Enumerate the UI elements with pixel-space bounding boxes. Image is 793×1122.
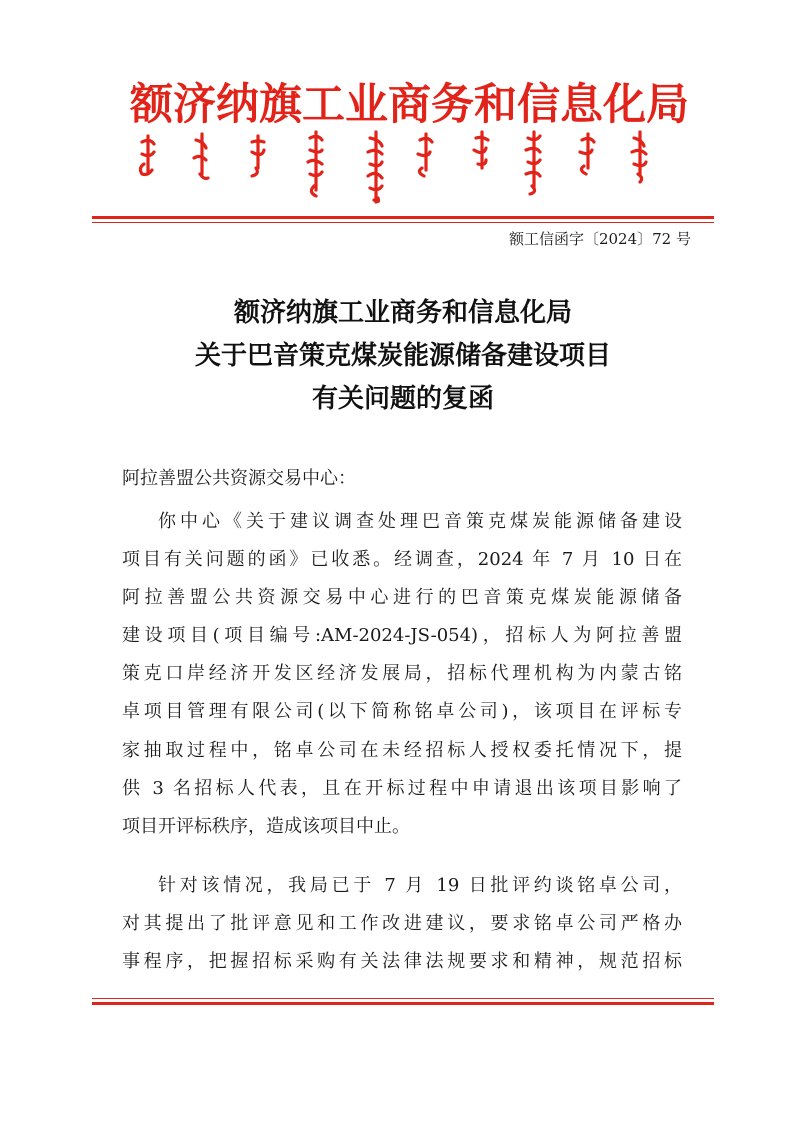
- letterhead-red-rule-thin: [92, 222, 714, 223]
- paragraph-line: 供 3 名招标人代表，且在开标过程中申请退出该项目影响了: [122, 777, 682, 799]
- letterhead-mongolian-script: [130, 128, 670, 208]
- paragraph-line: 家抽取过程中，铭卓公司在未经招标人授权委托情况下，提: [122, 739, 682, 761]
- footer-red-rule-thin: [92, 998, 714, 999]
- body-paragraph-1: [122, 503, 682, 846]
- paragraph-line: 你中心《关于建议调查处理巴音策克煤炭能源储备建设: [158, 511, 682, 532]
- footer-red-rule-thick: [92, 1002, 714, 1005]
- paragraph-line: 建设项目(项目编号:AM-2024-JS-054)，招标人为阿拉善盟: [122, 625, 682, 647]
- mongolian-script-lettering: [130, 128, 670, 208]
- letterhead-red-rule-thick: [92, 216, 714, 219]
- title-line-3: 有关问题的复函: [311, 384, 494, 414]
- paragraph-line: 卓项目管理有限公司(以下简称铭卓公司)，该项目在评标专: [122, 701, 682, 723]
- salutation: 阿拉善盟公共资源交易中心：: [122, 468, 356, 489]
- paragraph-line: 项目有关问题的函》已收悉。经调查，2024 年 7 月 10 日在: [122, 549, 682, 571]
- body-paragraph-2: [122, 867, 682, 981]
- paragraph-line: 事程序，把握招标采购有关法律法规要求和精神，规范招标: [122, 951, 682, 973]
- paragraph-line: 阿拉善盟公共资源交易中心进行的巴音策克煤炭能源储备: [122, 587, 682, 609]
- paragraph-line: 针对该情况，我局已于 7 月 19 日批评约谈铭卓公司，: [158, 875, 682, 896]
- paragraph-line: 项目开评标秩序，造成该项目中止。: [122, 815, 410, 837]
- title-line-2: 关于巴音策克煤炭能源储备建设项目: [194, 341, 611, 371]
- letterhead-org-name: 额济纳旗工业商务和信息化局: [130, 80, 689, 130]
- document-title: [92, 292, 714, 421]
- title-line-1: 额济纳旗工业商务和信息化局: [233, 298, 572, 328]
- paragraph-line: 策克口岸经济开发区经济发展局，招标代理机构为内蒙古铭: [122, 663, 682, 685]
- document-number: 额工信函字〔2024〕72 号: [508, 230, 691, 248]
- paragraph-line: 对其提出了批评意见和工作改进建议，要求铭卓公司严格办: [122, 913, 682, 935]
